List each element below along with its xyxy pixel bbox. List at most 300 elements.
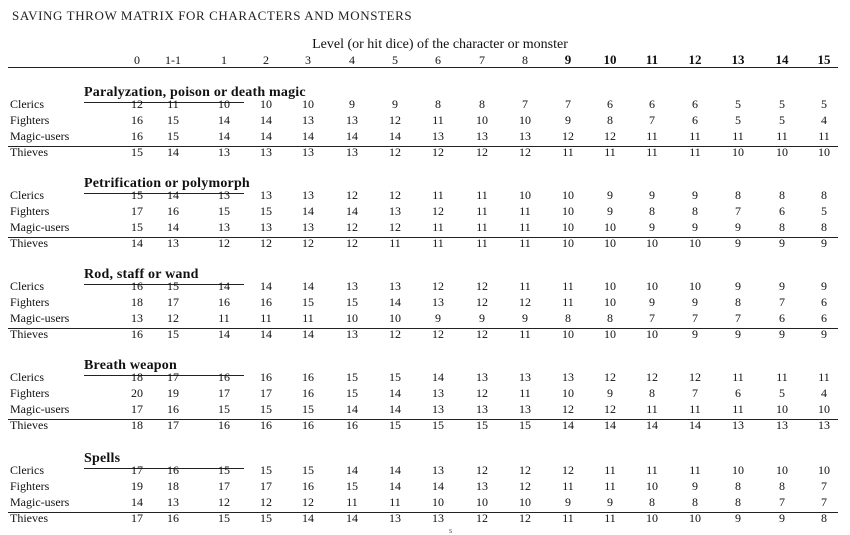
- save-value-cell: 12: [604, 370, 616, 384]
- save-value-cell: 12: [302, 236, 314, 250]
- save-value-cell: 16: [218, 370, 230, 384]
- save-value-cell: 18: [131, 295, 143, 309]
- class-label: Clerics: [10, 188, 44, 202]
- save-value-cell: 14: [302, 511, 314, 525]
- save-value-cell: 15: [302, 463, 314, 477]
- save-value-cell: 12: [302, 495, 314, 509]
- save-value-cell: 13: [389, 204, 401, 218]
- save-value-cell: 13: [732, 418, 744, 432]
- save-value-cell: 9: [779, 236, 785, 250]
- save-value-cell: 9: [392, 97, 398, 111]
- class-label: Clerics: [10, 463, 44, 477]
- save-value-cell: 10: [646, 479, 658, 493]
- save-value-cell: 12: [432, 279, 444, 293]
- save-value-cell: 9: [779, 279, 785, 293]
- level-header-cell: 12: [688, 52, 702, 67]
- save-value-cell: 14: [689, 418, 701, 432]
- save-value-cell: 12: [389, 188, 401, 202]
- save-value-cell: 11: [776, 129, 788, 143]
- save-value-cell: 13: [432, 463, 444, 477]
- save-value-cell: 10: [604, 220, 616, 234]
- save-value-cell: 9: [522, 311, 528, 325]
- class-label: Clerics: [10, 97, 44, 111]
- save-value-cell: 9: [649, 295, 655, 309]
- save-value-cell: 10: [346, 311, 358, 325]
- footer-mark: s: [449, 526, 453, 535]
- save-value-cell: 10: [646, 327, 658, 341]
- save-value-cell: 19: [167, 386, 179, 400]
- save-value-cell: 6: [779, 311, 785, 325]
- save-value-cell: 9: [821, 236, 827, 250]
- save-value-cell: 10: [732, 463, 744, 477]
- save-value-cell: 12: [476, 327, 488, 341]
- save-value-cell: 13: [218, 220, 230, 234]
- save-value-cell: 12: [519, 511, 531, 525]
- save-value-cell: 15: [218, 511, 230, 525]
- save-value-cell: 9: [692, 479, 698, 493]
- save-value-cell: 12: [432, 145, 444, 159]
- save-value-cell: 10: [476, 113, 488, 127]
- save-value-cell: 13: [302, 220, 314, 234]
- save-value-cell: 15: [519, 418, 531, 432]
- save-value-cell: 9: [649, 188, 655, 202]
- save-value-cell: 11: [519, 327, 531, 341]
- save-value-cell: 17: [167, 295, 179, 309]
- save-value-cell: 13: [389, 279, 401, 293]
- save-value-cell: 10: [604, 236, 616, 250]
- save-value-cell: 10: [260, 97, 272, 111]
- save-value-cell: 16: [346, 418, 358, 432]
- save-value-cell: 9: [649, 220, 655, 234]
- save-value-cell: 10: [562, 327, 574, 341]
- save-value-cell: 12: [476, 145, 488, 159]
- save-value-cell: 10: [646, 279, 658, 293]
- save-value-cell: 15: [260, 204, 272, 218]
- save-value-cell: 14: [131, 495, 143, 509]
- save-value-cell: 9: [821, 279, 827, 293]
- level-header-cell: 3: [305, 53, 311, 67]
- level-header-cell: 4: [349, 53, 355, 67]
- save-value-cell: 8: [735, 479, 741, 493]
- table-row: [0, 511, 850, 525]
- table-row: [0, 495, 850, 509]
- section-title: Petrification or polymorph: [84, 176, 250, 191]
- save-value-cell: 16: [260, 418, 272, 432]
- save-value-cell: 13: [346, 145, 358, 159]
- save-value-cell: 14: [389, 295, 401, 309]
- level-header-cell: 7: [479, 53, 485, 67]
- save-value-cell: 9: [735, 279, 741, 293]
- save-value-cell: 14: [432, 479, 444, 493]
- save-value-cell: 11: [689, 145, 701, 159]
- save-value-cell: 11: [432, 113, 444, 127]
- save-value-cell: 11: [519, 279, 531, 293]
- class-label: Magic-users: [10, 311, 70, 325]
- table-row: [0, 145, 850, 159]
- save-value-cell: 12: [131, 97, 143, 111]
- level-header-cell: 1: [221, 53, 227, 67]
- save-value-cell: 14: [302, 204, 314, 218]
- level-header-row: [0, 53, 850, 67]
- save-value-cell: 16: [260, 370, 272, 384]
- save-value-cell: 18: [131, 418, 143, 432]
- class-label: Thieves: [10, 327, 48, 341]
- save-value-cell: 10: [776, 463, 788, 477]
- save-value-cell: 15: [346, 479, 358, 493]
- save-value-cell: 9: [349, 97, 355, 111]
- class-label: Clerics: [10, 279, 44, 293]
- save-value-cell: 17: [218, 479, 230, 493]
- save-value-cell: 13: [218, 188, 230, 202]
- save-value-cell: 14: [432, 370, 444, 384]
- save-value-cell: 14: [260, 129, 272, 143]
- save-value-cell: 14: [302, 327, 314, 341]
- save-value-cell: 11: [646, 145, 658, 159]
- save-value-cell: 12: [519, 463, 531, 477]
- save-value-cell: 14: [346, 463, 358, 477]
- level-header-cell: 14: [775, 52, 789, 67]
- save-value-cell: 15: [302, 402, 314, 416]
- save-value-cell: 13: [260, 145, 272, 159]
- save-value-cell: 14: [260, 327, 272, 341]
- save-value-cell: 8: [779, 479, 785, 493]
- save-value-cell: 14: [167, 220, 179, 234]
- save-value-cell: 10: [476, 495, 488, 509]
- save-value-cell: 13: [562, 370, 574, 384]
- save-value-cell: 14: [389, 129, 401, 143]
- save-value-cell: 7: [735, 204, 741, 218]
- save-value-cell: 15: [302, 295, 314, 309]
- save-value-cell: 9: [735, 236, 741, 250]
- save-value-cell: 7: [821, 479, 827, 493]
- class-label: Magic-users: [10, 129, 70, 143]
- save-value-cell: 8: [649, 386, 655, 400]
- save-value-cell: 16: [167, 402, 179, 416]
- save-value-cell: 10: [776, 145, 788, 159]
- save-value-cell: 8: [735, 295, 741, 309]
- save-value-cell: 11: [519, 236, 531, 250]
- save-value-cell: 12: [389, 220, 401, 234]
- save-value-cell: 7: [649, 311, 655, 325]
- save-value-cell: 11: [562, 511, 574, 525]
- save-value-cell: 7: [779, 495, 785, 509]
- save-value-cell: 11: [346, 495, 358, 509]
- class-label: Thieves: [10, 145, 48, 159]
- table-row: [0, 220, 850, 234]
- table-row: [0, 188, 850, 202]
- save-value-cell: 19: [131, 479, 143, 493]
- save-value-cell: 13: [432, 386, 444, 400]
- save-value-cell: 12: [432, 327, 444, 341]
- table-row: [0, 479, 850, 493]
- save-value-cell: 13: [218, 145, 230, 159]
- save-value-cell: 10: [818, 463, 830, 477]
- save-value-cell: 6: [779, 204, 785, 218]
- save-value-cell: 8: [479, 97, 485, 111]
- section-title: Spells: [84, 451, 121, 466]
- save-value-cell: 12: [167, 311, 179, 325]
- save-value-cell: 15: [167, 327, 179, 341]
- save-value-cell: 17: [131, 463, 143, 477]
- save-value-cell: 11: [260, 311, 272, 325]
- save-value-cell: 12: [260, 236, 272, 250]
- save-value-cell: 16: [167, 463, 179, 477]
- save-value-cell: 11: [476, 188, 488, 202]
- save-value-cell: 15: [131, 188, 143, 202]
- save-value-cell: 15: [346, 370, 358, 384]
- class-label: Fighters: [10, 113, 50, 127]
- save-value-cell: 8: [779, 188, 785, 202]
- save-value-cell: 16: [131, 113, 143, 127]
- save-value-cell: 12: [604, 402, 616, 416]
- class-label: Clerics: [10, 370, 44, 384]
- save-value-cell: 16: [131, 129, 143, 143]
- save-value-cell: 15: [167, 113, 179, 127]
- table-row: [0, 236, 850, 250]
- save-value-cell: 15: [131, 145, 143, 159]
- save-value-cell: 13: [302, 113, 314, 127]
- save-value-cell: 10: [646, 236, 658, 250]
- save-value-cell: 9: [735, 511, 741, 525]
- save-value-cell: 5: [735, 97, 741, 111]
- save-value-cell: 14: [260, 113, 272, 127]
- save-value-cell: 11: [646, 129, 658, 143]
- save-value-cell: 17: [260, 386, 272, 400]
- table-row: [0, 418, 850, 432]
- save-value-cell: 11: [646, 463, 658, 477]
- save-value-cell: 15: [167, 279, 179, 293]
- section-title: Rod, staff or wand: [84, 267, 199, 282]
- save-value-cell: 10: [519, 113, 531, 127]
- save-value-cell: 10: [519, 188, 531, 202]
- table-row: [0, 370, 850, 384]
- save-value-cell: 17: [167, 370, 179, 384]
- save-value-cell: 7: [692, 386, 698, 400]
- save-value-cell: 11: [562, 145, 574, 159]
- save-value-cell: 15: [260, 463, 272, 477]
- save-value-cell: 11: [732, 129, 744, 143]
- save-value-cell: 16: [302, 479, 314, 493]
- save-value-cell: 12: [476, 463, 488, 477]
- save-value-cell: 6: [821, 311, 827, 325]
- save-value-cell: 14: [218, 113, 230, 127]
- save-value-cell: 11: [689, 129, 701, 143]
- save-value-cell: 8: [821, 511, 827, 525]
- save-value-cell: 14: [389, 402, 401, 416]
- save-value-cell: 10: [776, 402, 788, 416]
- save-value-cell: 12: [476, 279, 488, 293]
- save-value-cell: 12: [519, 479, 531, 493]
- class-label: Thieves: [10, 511, 48, 525]
- save-value-cell: 11: [604, 463, 616, 477]
- save-value-cell: 15: [476, 418, 488, 432]
- save-value-cell: 10: [562, 204, 574, 218]
- save-value-cell: 12: [389, 327, 401, 341]
- level-header-cell: 5: [392, 53, 398, 67]
- save-value-cell: 7: [735, 311, 741, 325]
- save-value-cell: 7: [649, 113, 655, 127]
- save-value-cell: 15: [131, 220, 143, 234]
- save-value-cell: 12: [476, 295, 488, 309]
- save-value-cell: 16: [260, 295, 272, 309]
- save-value-cell: 15: [389, 418, 401, 432]
- save-value-cell: 14: [346, 204, 358, 218]
- section-title: Paralyzation, poison or death magic: [84, 85, 306, 100]
- save-value-cell: 16: [131, 327, 143, 341]
- save-value-cell: 8: [607, 311, 613, 325]
- save-value-cell: 8: [435, 97, 441, 111]
- save-value-cell: 13: [302, 145, 314, 159]
- table-row: [0, 279, 850, 293]
- save-value-cell: 12: [646, 370, 658, 384]
- save-value-cell: 14: [346, 511, 358, 525]
- class-label: Fighters: [10, 479, 50, 493]
- save-value-cell: 20: [131, 386, 143, 400]
- table-row: [0, 463, 850, 477]
- save-value-cell: 10: [689, 279, 701, 293]
- save-value-cell: 9: [735, 220, 741, 234]
- save-value-cell: 10: [562, 188, 574, 202]
- save-value-cell: 12: [346, 236, 358, 250]
- save-value-cell: 7: [821, 495, 827, 509]
- save-value-cell: 11: [218, 311, 230, 325]
- class-label: Fighters: [10, 204, 50, 218]
- save-value-cell: 17: [131, 402, 143, 416]
- save-value-cell: 8: [735, 495, 741, 509]
- save-value-cell: 14: [389, 386, 401, 400]
- save-value-cell: 10: [604, 327, 616, 341]
- save-value-cell: 10: [689, 236, 701, 250]
- class-label: Thieves: [10, 236, 48, 250]
- save-value-cell: 18: [131, 370, 143, 384]
- class-label: Thieves: [10, 418, 48, 432]
- save-value-cell: 8: [649, 204, 655, 218]
- save-value-cell: 12: [476, 511, 488, 525]
- save-value-cell: 11: [562, 479, 574, 493]
- save-value-cell: 13: [432, 295, 444, 309]
- save-value-cell: 11: [476, 220, 488, 234]
- table-row: [0, 327, 850, 341]
- save-value-cell: 13: [260, 188, 272, 202]
- save-value-cell: 12: [604, 129, 616, 143]
- save-value-cell: 12: [346, 220, 358, 234]
- save-value-cell: 11: [389, 236, 401, 250]
- save-value-cell: 10: [818, 145, 830, 159]
- save-value-cell: 11: [646, 402, 658, 416]
- save-value-cell: 10: [604, 295, 616, 309]
- save-value-cell: 9: [607, 204, 613, 218]
- table-row: [0, 295, 850, 309]
- save-value-cell: 10: [732, 145, 744, 159]
- save-value-cell: 9: [735, 327, 741, 341]
- save-value-cell: 11: [818, 370, 830, 384]
- save-value-cell: 12: [389, 145, 401, 159]
- save-value-cell: 11: [604, 511, 616, 525]
- save-value-cell: 16: [218, 295, 230, 309]
- save-value-cell: 12: [562, 129, 574, 143]
- save-value-cell: 9: [435, 311, 441, 325]
- save-value-cell: 14: [389, 479, 401, 493]
- save-value-cell: 11: [562, 295, 574, 309]
- table-row: [0, 204, 850, 218]
- save-value-cell: 5: [779, 97, 785, 111]
- save-value-cell: 13: [167, 495, 179, 509]
- save-value-cell: 11: [432, 220, 444, 234]
- save-value-cell: 14: [346, 402, 358, 416]
- class-label: Magic-users: [10, 495, 70, 509]
- save-value-cell: 16: [302, 386, 314, 400]
- save-value-cell: 13: [519, 370, 531, 384]
- save-value-cell: 8: [692, 495, 698, 509]
- save-value-cell: 15: [218, 204, 230, 218]
- save-value-cell: 12: [389, 113, 401, 127]
- save-value-cell: 10: [818, 402, 830, 416]
- save-value-cell: 11: [519, 386, 531, 400]
- save-value-cell: 4: [821, 113, 827, 127]
- save-value-cell: 9: [821, 327, 827, 341]
- save-value-cell: 6: [692, 113, 698, 127]
- save-value-cell: 11: [818, 129, 830, 143]
- save-value-cell: 11: [389, 495, 401, 509]
- save-value-cell: 9: [779, 511, 785, 525]
- save-value-cell: 14: [346, 129, 358, 143]
- class-label: Fighters: [10, 295, 50, 309]
- save-value-cell: 8: [649, 495, 655, 509]
- save-value-cell: 13: [476, 370, 488, 384]
- save-value-cell: 12: [562, 402, 574, 416]
- level-header-cell: 8: [522, 53, 528, 67]
- save-value-cell: 11: [776, 370, 788, 384]
- save-value-cell: 16: [218, 418, 230, 432]
- save-value-cell: 13: [432, 129, 444, 143]
- save-value-cell: 10: [562, 236, 574, 250]
- save-value-cell: 15: [346, 386, 358, 400]
- save-value-cell: 17: [260, 479, 272, 493]
- save-value-cell: 12: [346, 188, 358, 202]
- save-value-cell: 9: [565, 113, 571, 127]
- save-value-cell: 9: [607, 188, 613, 202]
- save-value-cell: 9: [692, 188, 698, 202]
- save-value-cell: 8: [779, 220, 785, 234]
- save-value-cell: 15: [218, 463, 230, 477]
- save-value-cell: 12: [689, 370, 701, 384]
- save-value-cell: 15: [346, 295, 358, 309]
- class-label: Magic-users: [10, 402, 70, 416]
- save-value-cell: 16: [302, 418, 314, 432]
- save-value-cell: 7: [779, 295, 785, 309]
- save-value-cell: 16: [167, 511, 179, 525]
- save-value-cell: 14: [218, 129, 230, 143]
- save-value-cell: 13: [476, 129, 488, 143]
- save-value-cell: 17: [218, 386, 230, 400]
- save-value-cell: 12: [519, 145, 531, 159]
- save-value-cell: 13: [519, 129, 531, 143]
- save-value-cell: 5: [779, 113, 785, 127]
- save-value-cell: 16: [302, 370, 314, 384]
- level-header-cell: 15: [817, 52, 831, 67]
- save-value-cell: 5: [821, 97, 827, 111]
- save-value-cell: 10: [604, 279, 616, 293]
- save-value-cell: 10: [562, 386, 574, 400]
- level-header-cell: 1-1: [165, 53, 181, 67]
- level-header-cell: 10: [603, 52, 617, 67]
- save-value-cell: 11: [519, 220, 531, 234]
- save-value-cell: 11: [689, 463, 701, 477]
- save-value-cell: 7: [692, 311, 698, 325]
- save-value-cell: 12: [519, 295, 531, 309]
- save-value-cell: 13: [167, 236, 179, 250]
- level-header-cell: 11: [645, 52, 659, 67]
